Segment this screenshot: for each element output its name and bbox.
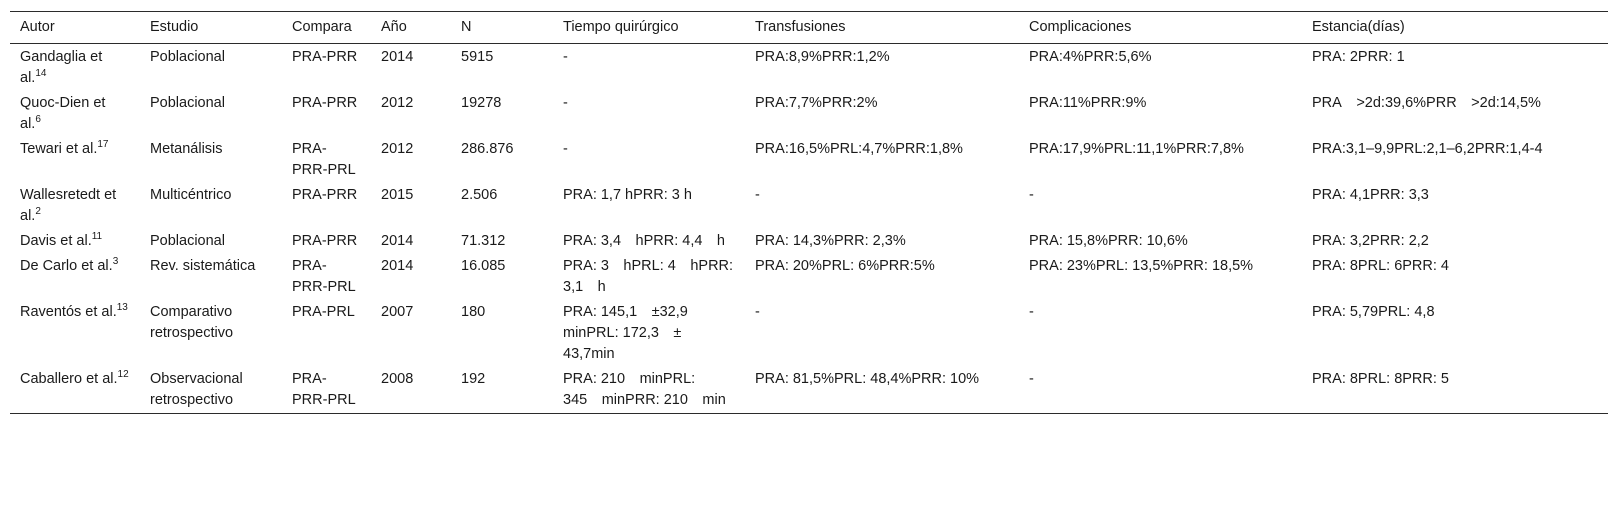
cell-complicaciones: - (1029, 371, 1034, 387)
cell-tiempo: PRA: 210 minPRL: 345 minPRR: 210 min (563, 371, 726, 408)
table-row (10, 137, 1608, 183)
cell-complicaciones: PRA:11%PRR:9% (1029, 95, 1147, 111)
author-name: Davis et al. (20, 233, 92, 249)
cell-estudio: Poblacional (150, 95, 225, 111)
cell-anio: 2015 (381, 187, 414, 203)
reference-number: 14 (35, 68, 47, 80)
cell-anio: 2012 (381, 95, 414, 111)
header-anio: Año (381, 19, 407, 35)
cell-transfusiones: PRA:7,7%PRR:2% (755, 95, 878, 111)
cell-anio: 2014 (381, 49, 414, 65)
table-row (10, 367, 1608, 414)
cell-autor (10, 254, 140, 300)
header-row (10, 12, 1608, 44)
cell-autor (10, 367, 140, 414)
reference-number: 13 (116, 302, 128, 314)
cell-autor (10, 44, 140, 92)
cell-compara: PRA-PRR (292, 49, 358, 65)
cell-transfusiones: PRA: 20%PRL: 6%PRR:5% (755, 258, 935, 274)
cell-estudio: Rev. sistemática (150, 258, 256, 274)
cell-estancia: PRA >2d:39,6%PRR >2d:14,5% (1312, 95, 1541, 111)
cell-autor (10, 91, 140, 137)
cell-anio: 2014 (381, 258, 414, 274)
cell-anio: 2012 (381, 141, 414, 157)
table-row (10, 254, 1608, 300)
header-autor: Autor (20, 19, 55, 35)
author-name: Tewari et al. (20, 141, 98, 157)
cell-compara: PRA-PRR-PRL (292, 141, 356, 178)
author-name: Quoc-Dien et al. (20, 95, 106, 132)
cell-n: 16.085 (461, 258, 506, 274)
author-name: Gandaglia et al. (20, 49, 103, 86)
cell-complicaciones: - (1029, 187, 1034, 203)
cell-anio: 2007 (381, 304, 414, 320)
cell-tiempo: - (563, 49, 568, 65)
cell-transfusiones: PRA: 81,5%PRL: 48,4%PRR: 10% (755, 371, 980, 387)
cell-transfusiones: PRA:8,9%PRR:1,2% (755, 49, 890, 65)
cell-n: 71.312 (461, 233, 506, 249)
cell-tiempo: PRA: 145,1 ±32,9 minPRL: 172,3 ± 43,7min (563, 304, 696, 362)
cell-estudio: Poblacional (150, 233, 225, 249)
reference-number: 17 (97, 139, 109, 151)
table-header (10, 12, 1608, 44)
header-tiempo: Tiempo quirúrgico (563, 19, 679, 35)
reference-number: 6 (35, 114, 41, 126)
cell-estudio: Metanálisis (150, 141, 223, 157)
cell-estudio: Poblacional (150, 49, 225, 65)
cell-complicaciones: PRA: 15,8%PRR: 10,6% (1029, 233, 1188, 249)
cell-complicaciones: PRA: 23%PRL: 13,5%PRR: 18,5% (1029, 258, 1254, 274)
cell-complicaciones: - (1029, 304, 1034, 320)
cell-estancia: PRA: 4,1PRR: 3,3 (1312, 187, 1429, 203)
header-complicaciones: Complicaciones (1029, 19, 1132, 35)
table-row (10, 44, 1608, 92)
cell-tiempo: - (563, 141, 568, 157)
reference-number: 2 (35, 206, 41, 218)
author-name: Raventós et al. (20, 304, 117, 320)
cell-estancia: PRA: 8PRL: 8PRR: 5 (1312, 371, 1449, 387)
header-estudio: Estudio (150, 19, 199, 35)
author-name: Caballero et al. (20, 371, 118, 387)
header-transfusiones: Transfusiones (755, 19, 846, 35)
cell-estudio: Comparativo retrospectivo (150, 304, 234, 341)
cell-estancia: PRA:3,1–9,9PRL:2,1–6,2PRR:1,4-4 (1312, 141, 1543, 157)
cell-estancia: PRA: 8PRL: 6PRR: 4 (1312, 258, 1449, 274)
cell-tiempo: - (563, 95, 568, 111)
cell-transfusiones: - (755, 304, 760, 320)
cell-n: 19278 (461, 95, 502, 111)
header-n: N (461, 19, 472, 35)
reference-number: 3 (112, 256, 119, 268)
cell-estancia: PRA: 3,2PRR: 2,2 (1312, 233, 1429, 249)
header-compara: Compara (292, 19, 352, 35)
cell-compara: PRA-PRR-PRL (292, 258, 356, 295)
cell-autor (10, 300, 140, 367)
cell-autor (10, 229, 140, 254)
cell-estudio: Multicéntrico (150, 187, 232, 203)
cell-autor (10, 137, 140, 183)
author-name: Wallesretedt et al. (20, 187, 117, 224)
cell-compara: PRA-PRL (292, 304, 355, 320)
cell-transfusiones: PRA: 14,3%PRR: 2,3% (755, 233, 906, 249)
cell-n: 5915 (461, 49, 494, 65)
cell-anio: 2014 (381, 233, 414, 249)
cell-n: 2.506 (461, 187, 498, 203)
table-row (10, 183, 1608, 229)
cell-n: 180 (461, 304, 486, 320)
cell-compara: PRA-PRR (292, 233, 358, 249)
cell-estudio: Observacional retrospectivo (150, 371, 243, 408)
cell-n: 192 (461, 371, 486, 387)
author-name: De Carlo et al. (20, 258, 113, 274)
table-row (10, 300, 1608, 367)
cell-tiempo: PRA: 3 hPRL: 4 hPRR: 3,1 h (563, 258, 734, 295)
cell-complicaciones: PRA:17,9%PRL:11,1%PRR:7,8% (1029, 141, 1244, 157)
table-row (10, 229, 1608, 254)
cell-tiempo: PRA: 1,7 hPRR: 3 h (563, 187, 692, 203)
table-body (10, 44, 1608, 414)
cell-tiempo: PRA: 3,4 hPRR: 4,4 h (563, 233, 725, 249)
cell-compara: PRA-PRR-PRL (292, 371, 356, 408)
cell-compara: PRA-PRR (292, 95, 358, 111)
cell-autor (10, 183, 140, 229)
cell-compara: PRA-PRR (292, 187, 358, 203)
header-estancia: Estancia(días) (1312, 19, 1405, 35)
cell-estancia: PRA: 5,79PRL: 4,8 (1312, 304, 1435, 320)
cell-estancia: PRA: 2PRR: 1 (1312, 49, 1405, 65)
cell-transfusiones: PRA:16,5%PRL:4,7%PRR:1,8% (755, 141, 963, 157)
comparison-table (10, 11, 1608, 414)
reference-number: 11 (91, 231, 103, 243)
cell-complicaciones: PRA:4%PRR:5,6% (1029, 49, 1152, 65)
reference-number: 12 (117, 369, 129, 381)
cell-transfusiones: - (755, 187, 760, 203)
cell-n: 286.876 (461, 141, 514, 157)
table-row (10, 91, 1608, 137)
cell-anio: 2008 (381, 371, 414, 387)
